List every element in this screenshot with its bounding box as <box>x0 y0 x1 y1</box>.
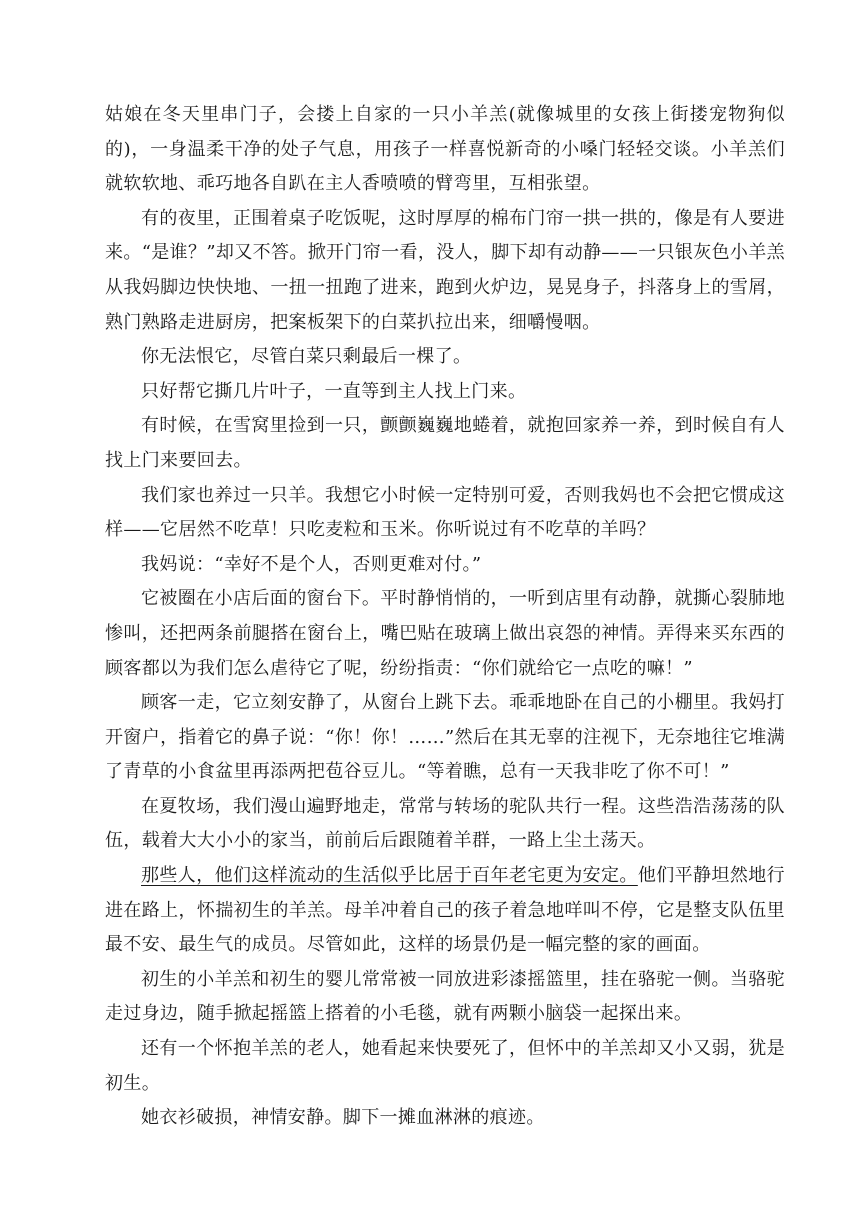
underlined-sentence: 那些人，他们这样流动的生活似乎比居于百年老宅更为安定。 <box>141 865 638 887</box>
paragraph-3: 你无法恨它，尽管白菜只剩最后一棵了。 <box>141 346 472 368</box>
paragraph-4: 只好帮它撕几片叶子，一直等到主人找上门来。 <box>141 380 527 402</box>
paragraph-6: 我们家也养过一只羊。我想它小时候一定特别可爱，否则我妈也不会把它惯成这样——它居然不吃草！只吃麦粒和玉米。你听说过有不吃草的羊吗？ <box>105 484 785 541</box>
paragraph-1: 姑娘在冬天里串门子，会搂上自家的一只小羊羔(就像城里的女孩上街搂宠物狗似的)，一身温柔干净的处子气息，用孩子一样喜悦新奇的小嗓门轻轻交谈。小羊羔们就软软地、乖巧地各自趴在主人香喷喷的臂弯里，互相张望。 <box>105 104 785 195</box>
paragraph-7: 我妈说：“幸好不是个人，否则更难对付。” <box>141 553 482 575</box>
paragraph-9: 顾客一走，它立刻安静了，从窗台上跳下去。乖乖地卧在自己的小棚里。我妈打开窗户，指着它的鼻子说：“你！你！……”然后在其无辜的注视下，无奈地往它堆满了青草的小食盆里再添两把苞谷豆儿。“等着瞧，总有一天我非吃了你不可！” <box>105 692 785 783</box>
article-body <box>105 98 785 1136</box>
paragraph-13: 还有一个怀抱羊羔的老人，她看起来快要死了，但怀中的羊羔却又小又弱，犹是初生。 <box>105 1038 785 1094</box>
paragraph-2: 有的夜里，正围着桌子吃饭呢，这时厚厚的棉布门帘一拱一拱的，像是有人要进来。“是谁？”却又不答。掀开门帘一看，没人，脚下却有动静——一只银灰色小羊羔从我妈脚边快快地、一扭一扭跑了进来，跑到火炉边，晃晃身子，抖落身上的雪屑，熟门熟路走进厨房，把案板架下的白菜扒拉出来，细嚼慢咽。 <box>105 207 785 333</box>
paragraph-12: 初生的小羊羔和初生的婴儿常常被一同放进彩漆摇篮里，挂在骆驼一侧。当骆驼走过身边，随手掀起摇篮上搭着的小毛毯，就有两颗小脑袋一起探出来。 <box>105 968 785 1025</box>
paragraph-10: 在夏牧场，我们漫山遍野地走，常常与转场的驼队共行一程。这些浩浩荡荡的队伍，载着大大小小的家当，前前后后跟随着羊群，一路上尘土荡天。 <box>105 795 785 852</box>
paragraph-11-rest: 他们平静坦然地行进在路上，怀揣初生的羊羔。母羊冲着自己的孩子着急地咩叫不停，它是整支队伍里最不安、最生气的成员。尽管如此，这样的场景仍是一幅完整的家的画面。 <box>105 865 785 956</box>
paragraph-5: 有时候，在雪窝里捡到一只，颤颤巍巍地蜷着，就抱回家养一养，到时候自有人找上门来要回去。 <box>105 415 785 471</box>
paragraph-11 <box>105 859 785 963</box>
paragraph-8: 它被圈在小店后面的窗台下。平时静悄悄的，一听到店里有动静，就撕心裂肺地惨叫，还把两条前腿搭在窗台上，嘴巴贴在玻璃上做出哀怨的神情。弄得来买东西的顾客都以为我们怎么虐待它了呢，纷纷指责：“你们就给它一点吃的嘛！” <box>105 588 785 679</box>
paragraph-14: 她衣衫破损，神情安静。脚下一摊血淋淋的痕迹。 <box>141 1107 545 1129</box>
